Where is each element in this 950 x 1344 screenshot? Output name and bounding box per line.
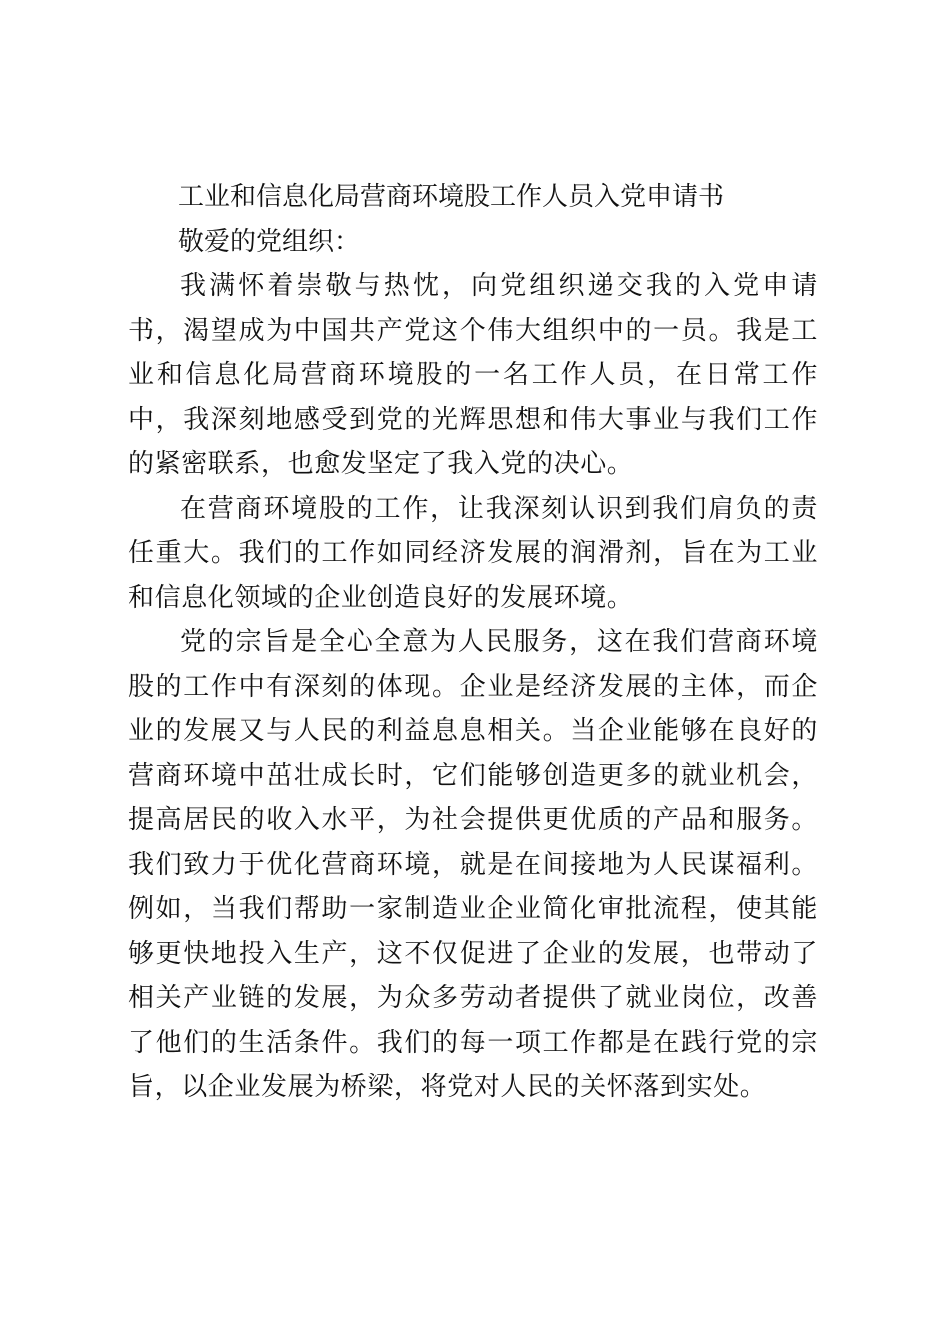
document-body (128, 174, 818, 1110)
paragraph-2: 在营商环境股的工作，让我深刻认识到我们肩负的责任重大。我们的工作如同经济发展的润滑剂，旨在为工业和信息化领域的企业创造良好的发展环境。 (128, 493, 818, 613)
document-title: 工业和信息化局营商环境股工作人员入党申请书 (178, 182, 725, 212)
paragraph-3: 党的宗旨是全心全意为人民服务，这在我们营商环境股的工作中有深刻的体现。企业是经济发展的主体，而企业的发展又与人民的利益息息相关。当企业能够在良好的营商环境中茁壮成长时，它们能够创造更多的就业机会，提高居民的收入水平，为社会提供更优质的产品和服务。我们致力于优化营商环境，就是在间接地为人民谋福利。例如，当我们帮助一家制造业企业简化审批流程，使其能够更快地投入生产，这不仅促进了企业的发展，也带动了相关产业链的发展，为众多劳动者提供了就业岗位，改善了他们的生活条件。我们的每一项工作都是在践行党的宗旨，以企业发展为桥梁，将党对人民的关怀落到实处。 (128, 627, 818, 1102)
paragraph-1: 我满怀着崇敬与热忱，向党组织递交我的入党申请书，渴望成为中国共产党这个伟大组织中的一员。我是工业和信息化局营商环境股的一名工作人员，在日常工作中，我深刻地感受到党的光辉思想和伟大事业与我们工作的紧密联系，也愈发坚定了我入党的决心。 (128, 271, 818, 479)
salutation: 敬爱的党组织： (178, 227, 361, 257)
